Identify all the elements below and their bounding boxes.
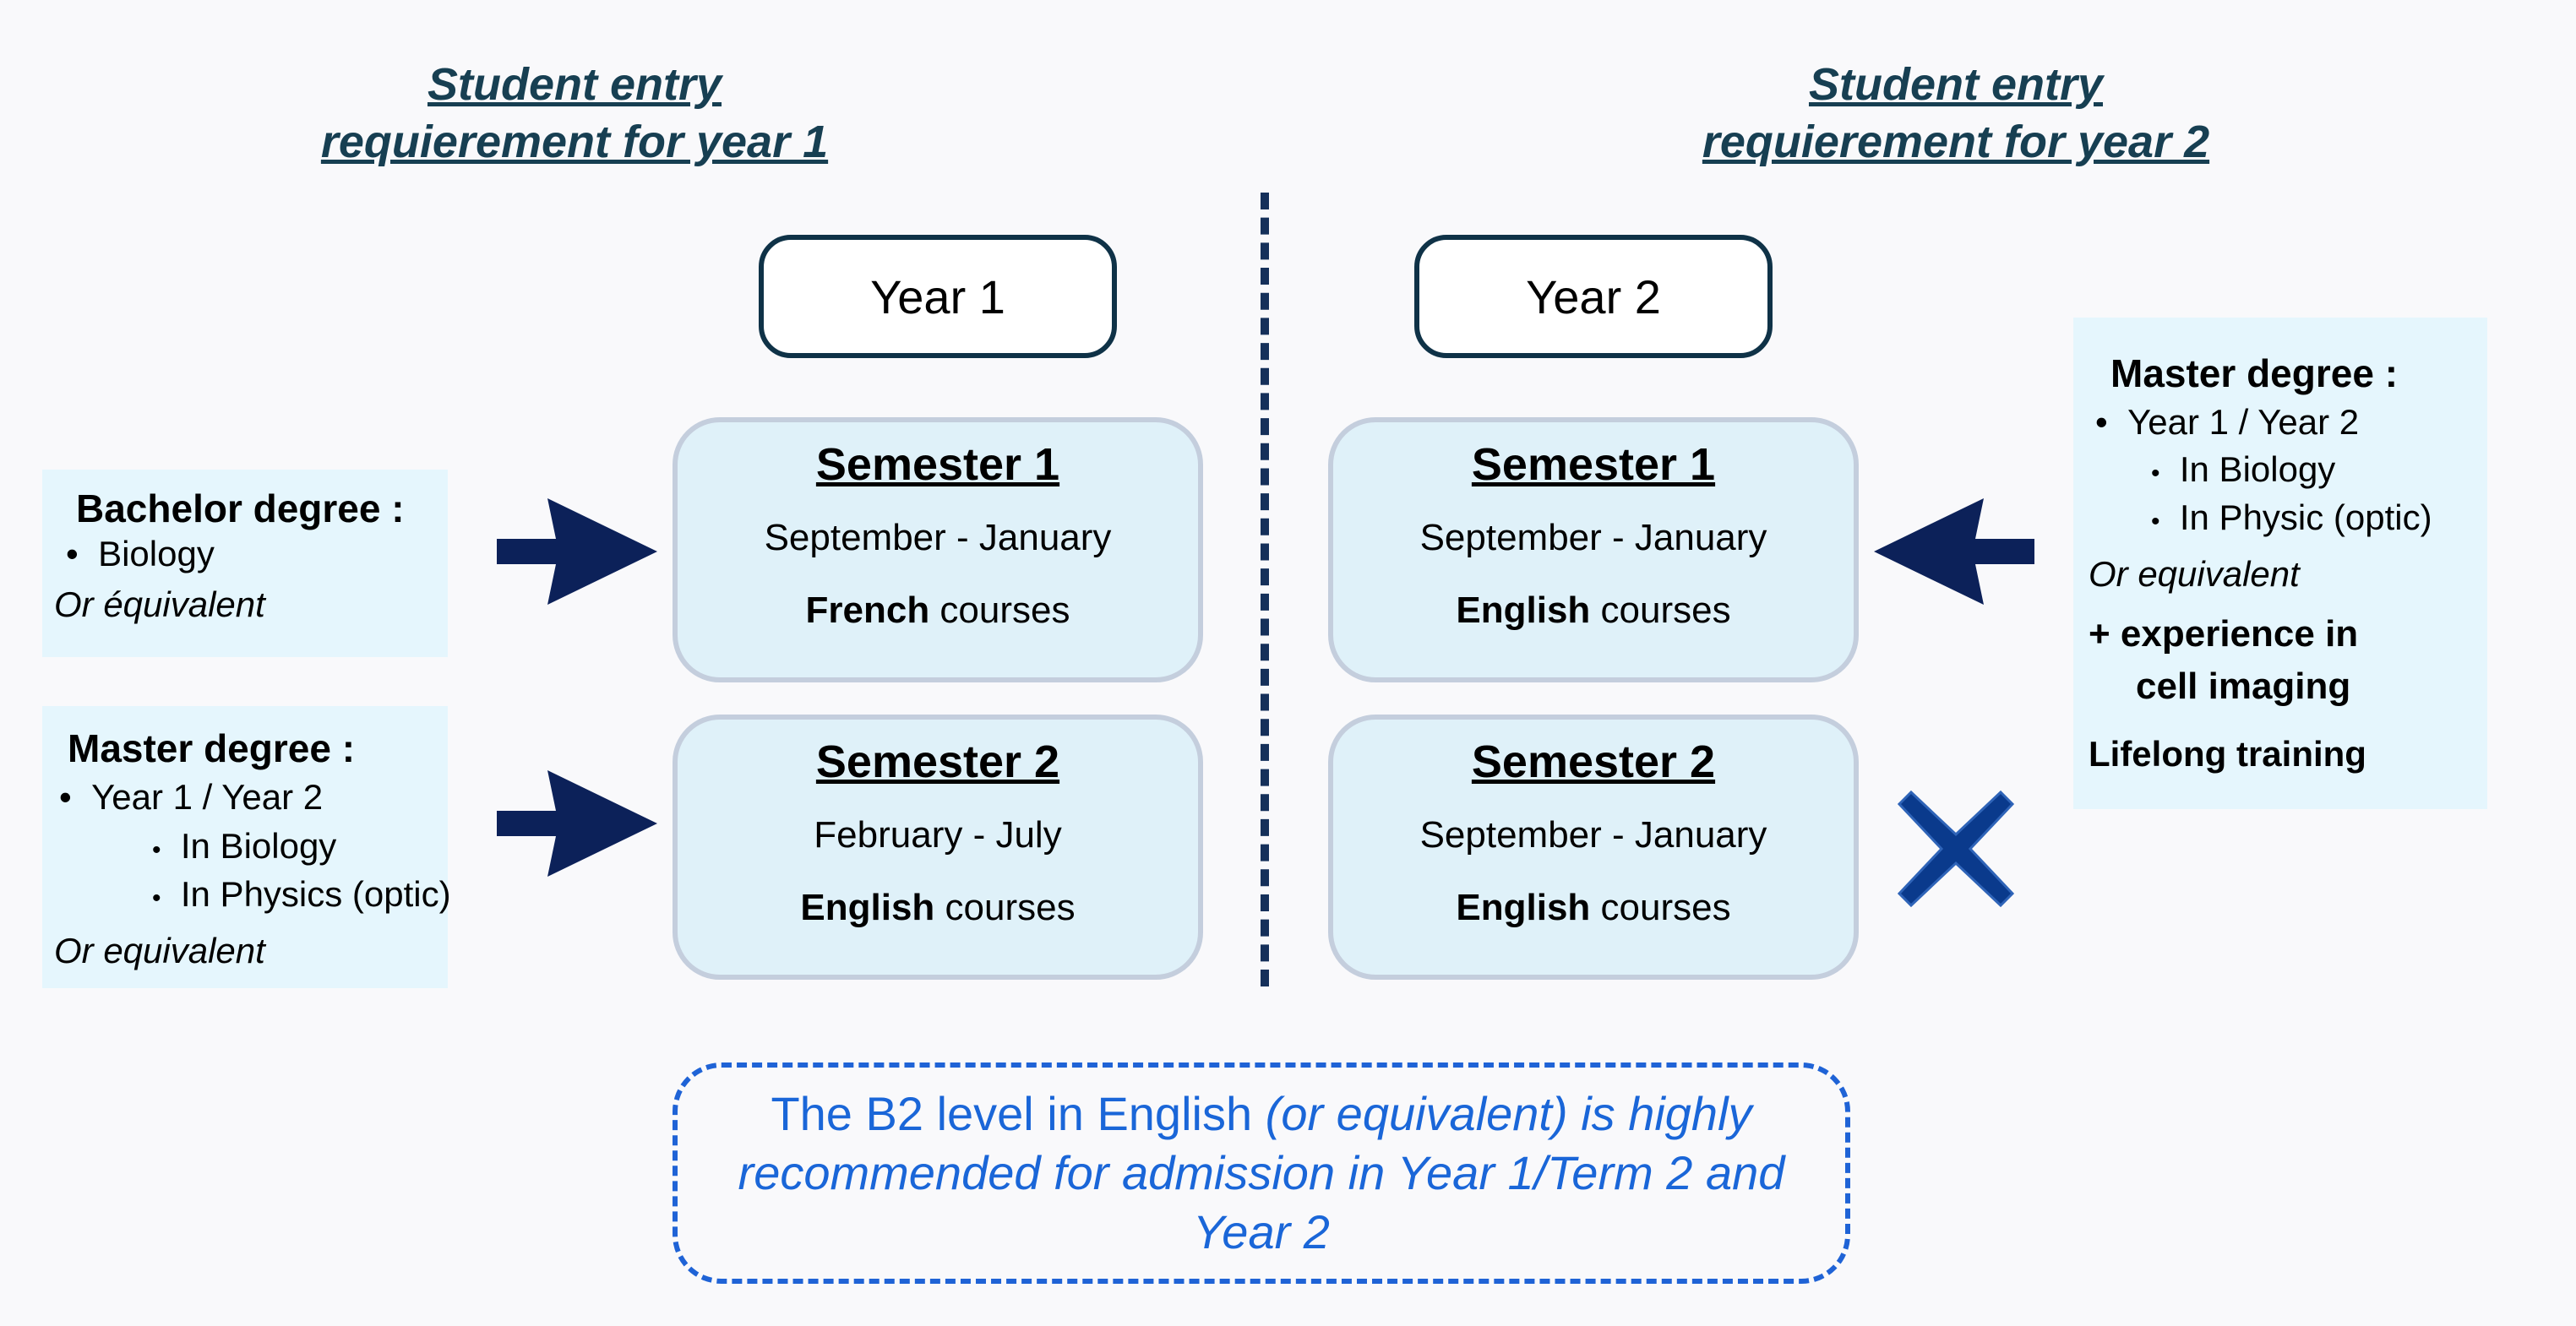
note-line3-text: Year 2 <box>1193 1205 1330 1258</box>
year1-semester2-language-suffix: courses <box>934 887 1076 928</box>
master-year1-item <box>54 775 448 819</box>
year2-semester1-months: September - January <box>1419 517 1767 558</box>
year2-semester2-language-suffix: courses <box>1590 887 1731 928</box>
bachelor-item-label: Biology <box>98 534 215 573</box>
master-year2-experience-line2: cell imaging <box>2136 666 2351 707</box>
bachelor-title: Bachelor degree : <box>76 486 405 530</box>
bullet-icon: • <box>66 534 79 573</box>
header-year1-line2: requierement for year 1 <box>320 117 829 167</box>
year1-semester2-title: Semester 2 <box>815 736 1060 787</box>
bullet-icon: • <box>2095 402 2108 442</box>
bullet-icon: • <box>2151 459 2160 487</box>
year1-semester2-language-name: English <box>800 887 935 928</box>
header-year2 <box>1686 56 2226 171</box>
bullet-icon: • <box>152 836 161 864</box>
year2-semester2-title: Semester 2 <box>1471 736 1716 787</box>
master-year1-item-label: Year 1 / Year 2 <box>91 777 324 817</box>
master-year2-subitem-2 <box>2089 496 2487 544</box>
bullet-icon: • <box>59 777 72 817</box>
year2-semester2-language <box>1333 885 1854 931</box>
year1-semester1-language <box>678 588 1198 633</box>
note-line2-text: recommended for admission in Year 1/Term 2 and <box>738 1146 1785 1199</box>
english-level-note-text <box>738 1084 1785 1262</box>
bachelor-equivalent: Or équivalent <box>54 584 265 624</box>
arrow-right-icon <box>497 498 657 605</box>
bullet-icon: • <box>152 884 161 912</box>
year2-semester1-box <box>1328 417 1859 682</box>
year2-box <box>1414 235 1773 358</box>
master-year2-requirement-box <box>2073 318 2487 809</box>
year2-semester1-title: Semester 1 <box>1471 439 1716 490</box>
bullet-icon: • <box>2151 508 2160 535</box>
master-year2-subitem-2-label: In Physic (optic) <box>2179 497 2432 537</box>
year1-semester1-language-name: French <box>805 590 930 631</box>
master-year2-experience-line1: + experience in <box>2089 613 2359 655</box>
year1-label: Year 1 <box>870 269 1005 323</box>
year1-semester1-box <box>673 417 1203 682</box>
master-year1-subitem-1 <box>54 824 448 872</box>
header-year1-line1: Student entry <box>427 59 722 110</box>
note-line2 <box>738 1144 1785 1203</box>
master-year1-requirement-box <box>42 706 451 988</box>
year2-semester2-months: September - January <box>1419 814 1767 856</box>
year2-semester2-box <box>1328 715 1859 980</box>
master-year2-item <box>2089 400 2487 444</box>
year1-semester1-months: September - January <box>764 517 1112 558</box>
year1-semester1-title: Semester 1 <box>815 439 1060 490</box>
arrow-right-icon <box>497 770 657 877</box>
year1-box <box>759 235 1117 358</box>
master-year2-title: Master degree : <box>2110 351 2399 395</box>
year1-semester2-months: February - July <box>814 814 1062 856</box>
master-year1-title: Master degree : <box>68 726 356 770</box>
master-year1-subitem-1-label: In Biology <box>180 826 337 866</box>
bachelor-requirement-box <box>42 470 448 657</box>
year1-semester2-box <box>673 715 1203 980</box>
english-level-note <box>673 1062 1850 1284</box>
year2-semester1-language-suffix: courses <box>1590 590 1731 631</box>
year1-semester2-language <box>678 885 1198 931</box>
master-year1-subitem-2 <box>54 872 451 921</box>
year1-semester1-language-suffix: courses <box>929 590 1070 631</box>
cross-icon <box>1893 785 2019 912</box>
master-year2-item-label: Year 1 / Year 2 <box>2127 402 2360 442</box>
master-year2-equivalent: Or equivalent <box>2089 554 2300 594</box>
note-line1 <box>738 1084 1785 1144</box>
dashed-divider <box>1261 193 1269 986</box>
year2-semester1-language-name: English <box>1456 590 1591 631</box>
note-line1-a: The B2 level in English <box>771 1087 1266 1140</box>
note-line3 <box>738 1203 1785 1262</box>
master-year2-subitem-1 <box>2089 448 2487 496</box>
year2-semester1-language <box>1333 588 1854 633</box>
header-year2-line2: requierement for year 2 <box>1702 117 2210 167</box>
header-year2-line1: Student entry <box>1808 59 2104 110</box>
master-year2-lifelong: Lifelong training <box>2089 734 2366 774</box>
master-year2-subitem-1-label: In Biology <box>2179 449 2336 489</box>
bachelor-item <box>54 532 448 576</box>
note-line1-b: (or equivalent) is highly <box>1265 1087 1752 1140</box>
year2-label: Year 2 <box>1526 269 1661 323</box>
master-year1-equivalent: Or equivalent <box>54 931 265 970</box>
master-year1-subitem-2-label: In Physics (optic) <box>180 874 451 914</box>
arrow-left-icon <box>1874 498 2034 605</box>
header-year1 <box>304 56 845 171</box>
year2-semester2-language-name: English <box>1456 887 1591 928</box>
